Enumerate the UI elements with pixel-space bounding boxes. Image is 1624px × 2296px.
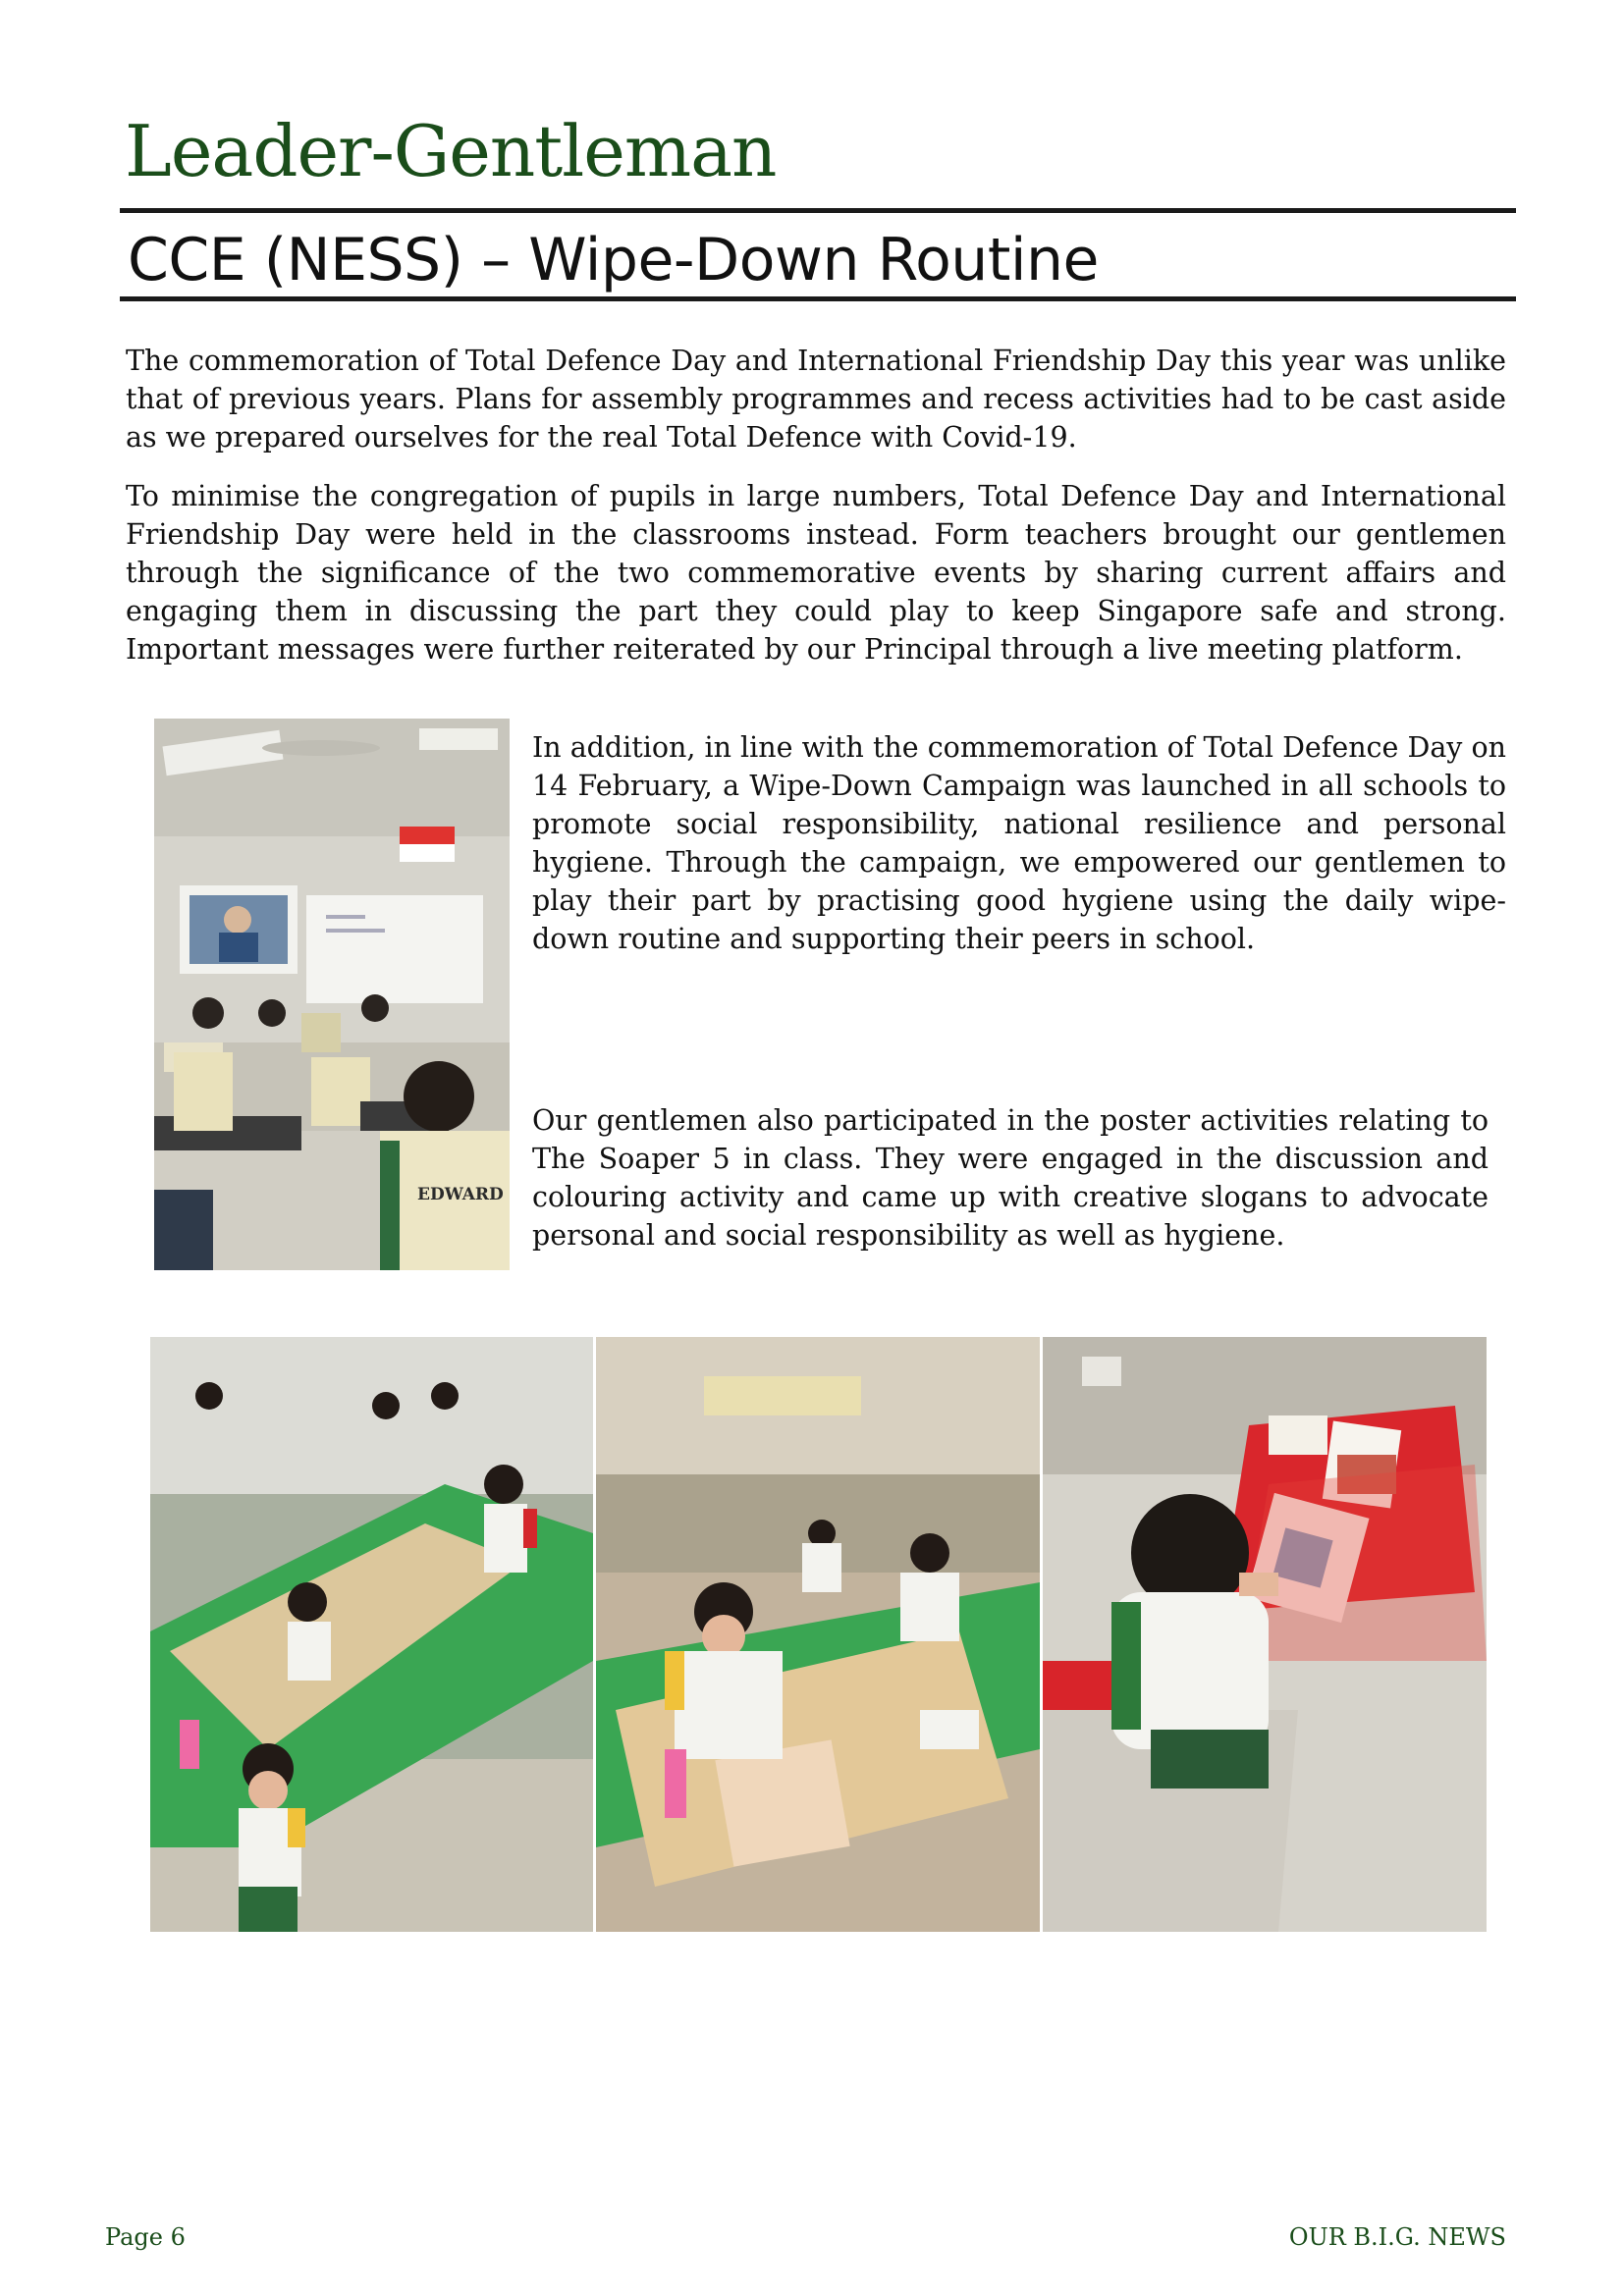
page-number: Page 6 <box>105 2223 186 2251</box>
shirt-name-label: EDWARD <box>417 1185 504 1204</box>
title-divider <box>120 208 1516 213</box>
canteen-photo-left <box>150 1337 593 1932</box>
intro-paragraph: The commemoration of Total Defence Day and International Friendship Day this year was unlike that of previous years. Plans for assembly programmes and recess activities had to be cast aside as we prepared ourselves for the real Total Defence with Covid-19. <box>126 345 1506 454</box>
article-title: CCE (NESS) – Wipe-Down Routine <box>128 226 1099 294</box>
campaign-paragraph: In addition, in line with the commemoration of Total Defence Day on 14 February, a Wipe-Down Campaign was launched in all schools to promote social responsibility, national resilience and personal hygiene. Through the campaign, we empowered our gentlemen to play their part by practising good hygiene using the daily wipe-down routine and supporting their peers in school. <box>532 731 1506 955</box>
classroom-photo <box>154 719 510 1270</box>
subtitle-divider <box>120 296 1516 301</box>
poster-paragraph: Our gentlemen also participated in the poster activities relating to The Soaper 5 in class. They were engaged in the discussion and colouring activity and came up with creative slogans to advocate personal and social responsibility as well as hygiene. <box>532 1104 1489 1252</box>
colouring-activity-photo <box>1043 1337 1487 1932</box>
canteen-photo-middle <box>596 1337 1040 1932</box>
newsletter-name: OUR B.I.G. NEWS <box>1288 2223 1506 2251</box>
classroom-paragraph: To minimise the congregation of pupils in large numbers, Total Defence Day and International Friendship Day were held in the classrooms instead. Form teachers brought our gentlemen through the significance of the two commemorative events by sharing current affairs and engaging them in discussing the part they could play to keep Singapore safe and strong. Important messages were further reiterated by our Principal through a live meeting platform. <box>126 480 1506 666</box>
section-title: Leader-Gentleman <box>125 110 777 192</box>
